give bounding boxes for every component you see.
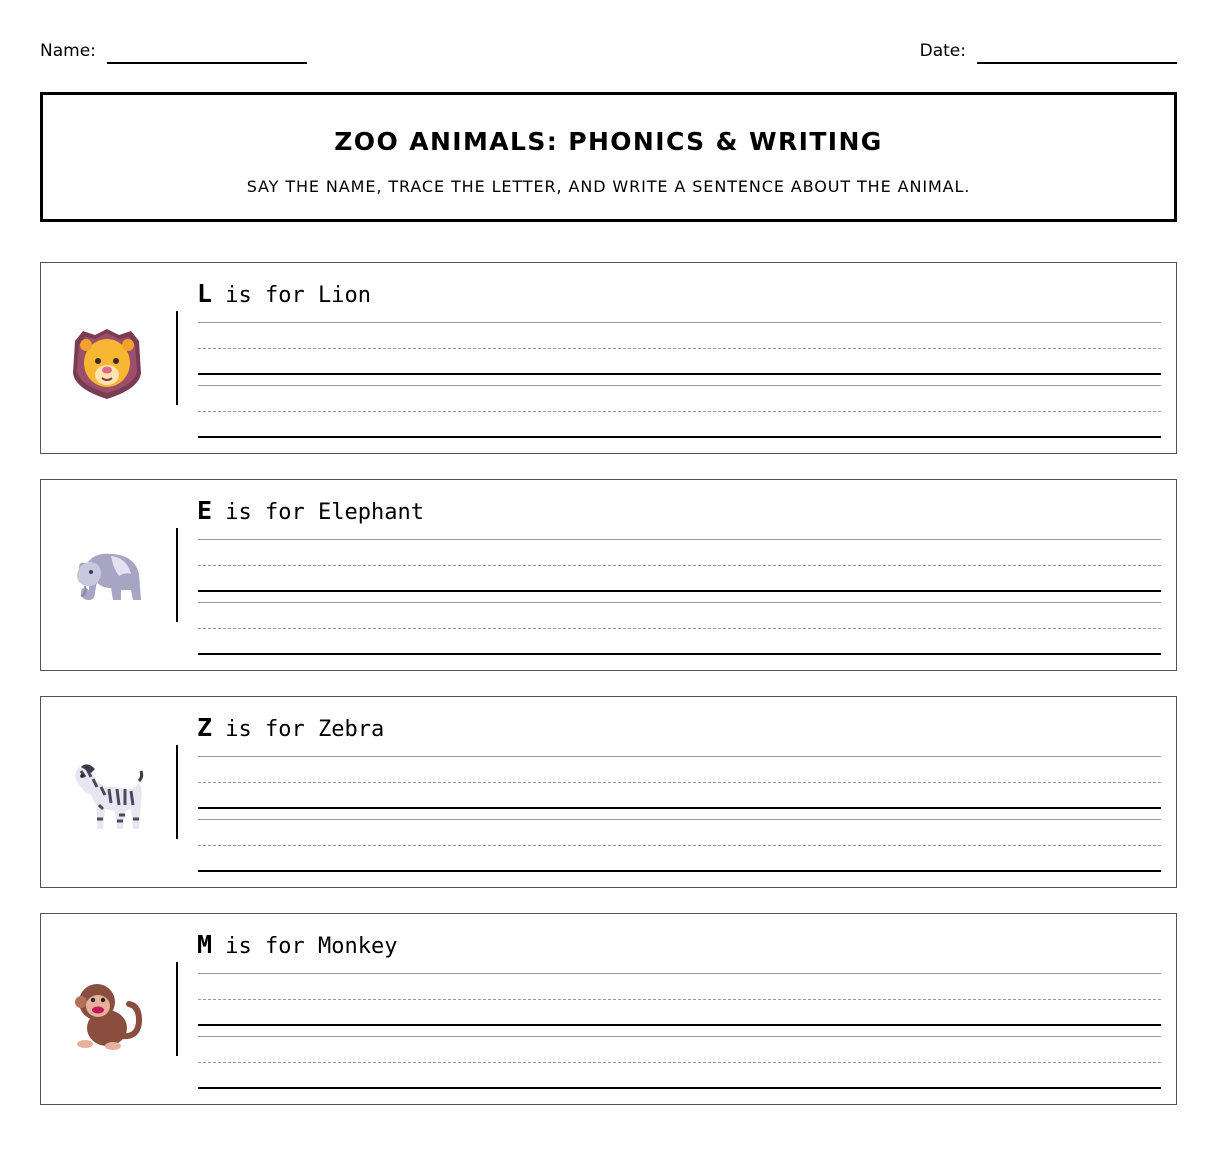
featured-letter: L [197,279,213,308]
writing-line-top[interactable] [198,756,1161,757]
writing-line-top[interactable] [198,1036,1161,1037]
writing-line-mid[interactable] [198,348,1161,349]
card-divider [176,745,178,839]
writing-line-top[interactable] [198,973,1161,974]
animal-card-lion [40,262,1177,454]
writing-line-base[interactable] [198,870,1161,872]
writing-line-base[interactable] [198,373,1161,375]
writing-line-top[interactable] [198,819,1161,820]
featured-letter: E [197,496,213,525]
heading-text: is for Elephant [212,500,424,525]
worksheet-instructions: SAY THE NAME, TRACE THE LETTER, AND WRITE A SENTENCE ABOUT THE ANIMAL. [246,177,971,196]
animal-card-monkey [40,913,1177,1105]
featured-letter: M [197,930,213,959]
writing-line-base[interactable] [198,1087,1161,1089]
header-row [40,38,1177,64]
animal-card-elephant [40,479,1177,671]
title-box [40,92,1177,222]
lion-icon [69,325,145,401]
card-divider [176,962,178,1056]
writing-line-mid[interactable] [198,628,1161,629]
elephant-icon [69,542,145,618]
name-label: Name: [40,41,96,61]
date-field [920,38,1177,64]
writing-line-mid[interactable] [198,782,1161,783]
card-heading [197,496,424,525]
writing-line-base[interactable] [198,1024,1161,1026]
name-blank-line[interactable] [107,39,307,64]
card-heading [197,713,384,742]
card-heading [197,279,371,308]
date-blank-line[interactable] [977,39,1177,64]
writing-line-base[interactable] [198,653,1161,655]
writing-line-top[interactable] [198,385,1161,386]
writing-line-mid[interactable] [198,845,1161,846]
writing-line-base[interactable] [198,807,1161,809]
writing-line-top[interactable] [198,602,1161,603]
writing-line-base[interactable] [198,590,1161,592]
writing-line-base[interactable] [198,436,1161,438]
writing-line-mid[interactable] [198,1062,1161,1063]
heading-text: is for Lion [212,283,372,308]
name-field [40,38,307,64]
heading-text: is for Zebra [212,717,385,742]
zebra-icon [69,759,145,835]
writing-line-top[interactable] [198,322,1161,323]
writing-line-mid[interactable] [198,411,1161,412]
card-divider [176,311,178,405]
featured-letter: Z [197,713,213,742]
card-heading [197,930,398,959]
monkey-icon [69,976,145,1052]
writing-line-mid[interactable] [198,565,1161,566]
date-label: Date: [919,41,966,61]
card-divider [176,528,178,622]
animal-card-zebra [40,696,1177,888]
heading-text: is for Monkey [212,934,398,959]
writing-line-mid[interactable] [198,999,1161,1000]
worksheet-title: ZOO ANIMALS: PHONICS & WRITING [334,127,883,156]
writing-line-top[interactable] [198,539,1161,540]
